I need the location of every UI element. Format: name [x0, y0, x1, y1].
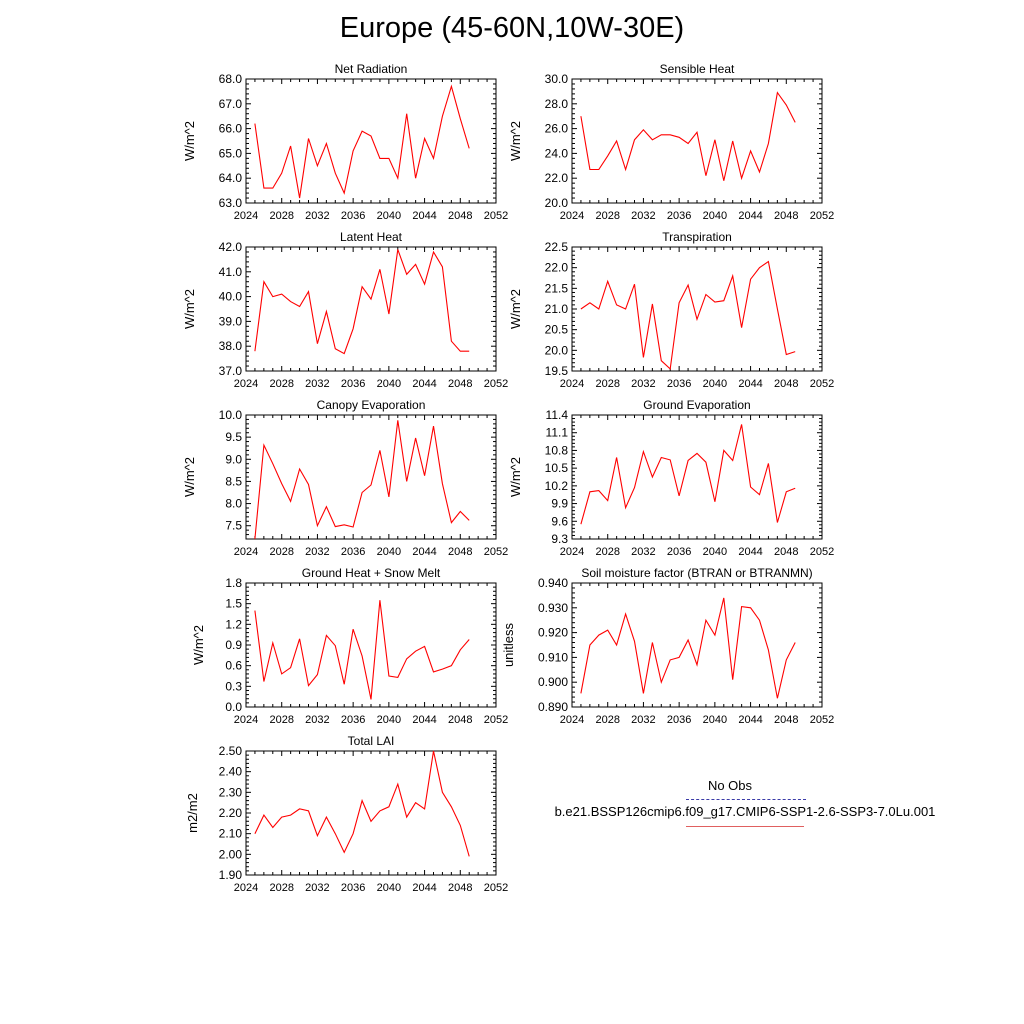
- x-tick-label: 2040: [376, 378, 402, 390]
- y-tick-label: 1.2: [225, 617, 242, 632]
- x-tick-label: 2024: [233, 882, 259, 894]
- legend-obs-line: [686, 799, 806, 800]
- x-tick-label: 2028: [269, 210, 294, 222]
- y-tick-label: 41.0: [218, 264, 242, 279]
- x-tick-label: 2036: [340, 210, 366, 222]
- y-tick-label: 0.940: [537, 576, 568, 590]
- x-tick-label: 2024: [233, 378, 259, 390]
- legend-obs-label: No Obs: [707, 778, 753, 793]
- series-line: [255, 420, 469, 539]
- x-tick-label: 2032: [305, 210, 330, 222]
- x-tick-label: 2036: [666, 714, 692, 726]
- x-tick-label: 2044: [412, 378, 437, 390]
- x-tick-label: 2024: [559, 378, 585, 390]
- y-tick-label: 20.0: [544, 196, 568, 210]
- x-tick-label: 2052: [809, 210, 835, 222]
- x-tick-label: 2032: [305, 714, 330, 726]
- x-tick-label: 2040: [376, 210, 402, 222]
- x-tick-label: 2024: [233, 546, 259, 558]
- x-tick-label: 2032: [305, 546, 330, 558]
- y-tick-label: 19.5: [544, 364, 568, 378]
- y-tick-label: 0.930: [537, 600, 568, 615]
- panel-title: Net Radiation: [334, 62, 408, 76]
- plot-frame: [572, 415, 822, 539]
- y-tick-label: 20.5: [544, 322, 568, 337]
- x-tick-label: 2028: [269, 546, 294, 558]
- panel-title: Canopy Evaporation: [316, 398, 426, 412]
- y-tick-label: 68.0: [218, 72, 242, 86]
- plot-frame: [246, 751, 496, 875]
- legend-run-line: [686, 826, 804, 827]
- y-tick-label: 28.0: [544, 96, 568, 111]
- plot-frame: [246, 247, 496, 371]
- x-tick-label: 2024: [233, 210, 259, 222]
- y-tick-label: 2.20: [218, 806, 242, 820]
- panel-title: Ground Evaporation: [643, 398, 751, 412]
- x-tick-label: 2032: [631, 714, 656, 726]
- y-tick-label: 22.0: [544, 171, 568, 186]
- x-tick-label: 2048: [448, 378, 473, 390]
- x-tick-label: 2040: [376, 882, 402, 894]
- series-line: [255, 751, 469, 856]
- y-axis-label: W/m^2: [182, 456, 197, 498]
- y-tick-label: 22.5: [544, 240, 568, 254]
- panel-title: Transpiration: [662, 230, 732, 244]
- x-tick-label: 2044: [412, 210, 437, 222]
- x-tick-label: 2028: [269, 378, 294, 390]
- panel-title: Sensible Heat: [659, 62, 735, 76]
- y-axis-label: W/m^2: [191, 624, 206, 666]
- x-tick-label: 2044: [738, 546, 763, 558]
- x-tick-label: 2044: [412, 546, 437, 558]
- y-tick-label: 9.3: [551, 532, 568, 546]
- x-tick-label: 2032: [305, 378, 330, 390]
- y-tick-label: 8.0: [225, 496, 242, 511]
- y-tick-label: 67.0: [218, 96, 242, 111]
- y-tick-label: 2.50: [218, 744, 242, 758]
- legend: [540, 778, 950, 827]
- x-tick-label: 2048: [774, 378, 799, 390]
- x-tick-label: 2024: [233, 714, 259, 726]
- y-tick-label: 2.00: [218, 847, 242, 862]
- x-tick-label: 2052: [483, 546, 509, 558]
- y-axis-label: W/m^2: [508, 120, 523, 162]
- y-tick-label: 0.910: [537, 650, 568, 665]
- x-tick-label: 2044: [738, 714, 763, 726]
- y-axis-label: W/m^2: [508, 456, 523, 498]
- legend-run-label: b.e21.BSSP126cmip6.f09_g17.CMIP6-SSP1-2.6-SSP3-7.0Lu.001: [554, 804, 936, 819]
- x-tick-label: 2028: [595, 210, 620, 222]
- x-tick-label: 2040: [376, 546, 402, 558]
- series-line: [581, 424, 795, 524]
- y-tick-label: 65.0: [218, 146, 242, 161]
- y-tick-label: 30.0: [544, 72, 568, 86]
- x-tick-label: 2044: [412, 882, 437, 894]
- series-line: [255, 86, 469, 198]
- x-tick-label: 2040: [702, 714, 728, 726]
- y-tick-label: 0.0: [225, 700, 242, 714]
- plot-frame: [246, 415, 496, 539]
- x-tick-label: 2052: [809, 714, 835, 726]
- x-tick-label: 2052: [483, 378, 509, 390]
- x-tick-label: 2024: [559, 714, 585, 726]
- panel-title: Latent Heat: [339, 230, 403, 244]
- plot-frame: [572, 79, 822, 203]
- series-line: [255, 600, 469, 699]
- y-tick-label: 21.0: [544, 302, 568, 316]
- x-tick-label: 2048: [774, 210, 799, 222]
- x-tick-label: 2028: [595, 546, 620, 558]
- y-axis-label: W/m^2: [182, 120, 197, 162]
- x-tick-label: 2024: [559, 546, 585, 558]
- panel-title: Soil moisture factor (BTRAN or BTRANMN): [581, 566, 813, 580]
- y-axis-label: W/m^2: [182, 288, 197, 330]
- y-tick-label: 9.6: [551, 514, 568, 529]
- series-line: [581, 262, 795, 369]
- y-tick-label: 64.0: [218, 171, 242, 186]
- y-tick-label: 42.0: [218, 240, 242, 254]
- y-tick-label: 24.0: [544, 146, 568, 161]
- x-tick-label: 2036: [666, 378, 692, 390]
- y-tick-label: 10.5: [544, 461, 568, 476]
- y-tick-label: 9.9: [551, 496, 568, 511]
- y-tick-label: 9.5: [225, 430, 242, 445]
- y-axis-label: W/m^2: [508, 288, 523, 330]
- y-tick-label: 38.0: [218, 339, 242, 354]
- x-tick-label: 2028: [269, 882, 294, 894]
- x-tick-label: 2036: [340, 882, 366, 894]
- y-tick-label: 26.0: [544, 121, 568, 136]
- plot-frame: [572, 583, 822, 707]
- page-title: Europe (45-60N,10W-30E): [339, 12, 685, 44]
- y-tick-label: 1.5: [225, 596, 242, 611]
- x-tick-label: 2028: [595, 378, 620, 390]
- y-tick-label: 2.30: [218, 785, 242, 800]
- series-line: [255, 250, 469, 354]
- y-tick-label: 37.0: [218, 364, 242, 378]
- x-tick-label: 2028: [595, 714, 620, 726]
- y-tick-label: 63.0: [218, 196, 242, 210]
- x-tick-label: 2048: [774, 546, 799, 558]
- y-tick-label: 9.0: [225, 452, 242, 467]
- y-tick-label: 11.4: [545, 408, 568, 422]
- y-tick-label: 22.0: [544, 260, 568, 275]
- y-tick-label: 0.890: [537, 700, 568, 714]
- y-axis-label: m2/m2: [185, 793, 200, 833]
- y-tick-label: 21.5: [544, 281, 568, 296]
- x-tick-label: 2040: [702, 210, 728, 222]
- x-tick-label: 2040: [376, 714, 402, 726]
- y-tick-label: 0.3: [225, 679, 242, 694]
- plot-frame: [246, 583, 496, 707]
- x-tick-label: 2044: [412, 714, 437, 726]
- y-tick-label: 1.8: [225, 576, 242, 590]
- y-tick-label: 7.5: [225, 518, 242, 533]
- x-tick-label: 2052: [483, 210, 509, 222]
- y-tick-label: 0.920: [537, 625, 568, 640]
- y-tick-label: 10.8: [544, 443, 568, 458]
- y-tick-label: 10.0: [218, 408, 242, 422]
- y-tick-label: 66.0: [218, 121, 242, 136]
- x-tick-label: 2032: [305, 882, 330, 894]
- x-tick-label: 2032: [631, 210, 656, 222]
- x-tick-label: 2048: [774, 714, 799, 726]
- y-tick-label: 39.0: [218, 314, 242, 329]
- y-tick-label: 0.9: [225, 638, 242, 652]
- x-tick-label: 2040: [702, 546, 728, 558]
- plot-frame: [246, 79, 496, 203]
- series-line: [581, 93, 795, 181]
- x-tick-label: 2028: [269, 714, 294, 726]
- y-tick-label: 40.0: [218, 289, 242, 304]
- y-tick-label: 20.0: [544, 343, 568, 358]
- x-tick-label: 2032: [631, 546, 656, 558]
- x-tick-label: 2036: [340, 546, 366, 558]
- y-tick-label: 11.1: [545, 425, 568, 440]
- x-tick-label: 2044: [738, 210, 763, 222]
- x-tick-label: 2036: [666, 546, 692, 558]
- x-tick-label: 2048: [448, 546, 473, 558]
- y-tick-label: 0.900: [537, 675, 568, 690]
- y-tick-label: 1.90: [218, 868, 242, 882]
- x-tick-label: 2052: [483, 882, 509, 894]
- x-tick-label: 2048: [448, 714, 473, 726]
- x-tick-label: 2040: [702, 378, 728, 390]
- series-line: [581, 598, 795, 698]
- y-tick-label: 8.5: [225, 474, 242, 489]
- y-tick-label: 2.10: [218, 826, 242, 841]
- panel-title: Total LAI: [347, 734, 395, 748]
- plot-frame: [572, 247, 822, 371]
- y-axis-label: unitless: [501, 622, 516, 668]
- y-tick-label: 10.2: [544, 478, 568, 493]
- x-tick-label: 2052: [809, 378, 835, 390]
- x-tick-label: 2036: [340, 378, 366, 390]
- x-tick-label: 2048: [448, 882, 473, 894]
- x-tick-label: 2024: [559, 210, 585, 222]
- x-tick-label: 2036: [340, 714, 366, 726]
- x-tick-label: 2052: [809, 546, 835, 558]
- y-tick-label: 0.6: [225, 658, 242, 673]
- x-tick-label: 2044: [738, 378, 763, 390]
- panel-title: Ground Heat + Snow Melt: [301, 566, 441, 580]
- x-tick-label: 2048: [448, 210, 473, 222]
- x-tick-label: 2032: [631, 378, 656, 390]
- y-tick-label: 2.40: [218, 764, 242, 779]
- x-tick-label: 2036: [666, 210, 692, 222]
- x-tick-label: 2052: [483, 714, 509, 726]
